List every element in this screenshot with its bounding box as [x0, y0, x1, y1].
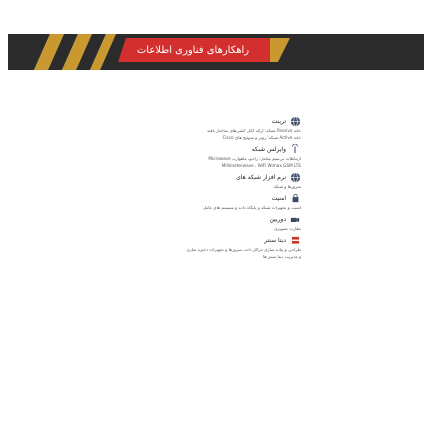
service-item [111, 234, 301, 260]
service-title: وایرلس شبکه [251, 145, 286, 153]
server-icon [289, 234, 301, 246]
service-title: دوربین [269, 215, 286, 223]
service-title: دیتا سنتر [264, 236, 286, 244]
antenna-icon [289, 143, 301, 155]
services-list [111, 115, 301, 262]
service-title: امنیت [271, 194, 286, 202]
service-desc: امنیت و تجهیزات شبکه و پایگاه داده و سیستم های عامل [202, 205, 301, 210]
service-desc: و مدیریت دیتا سنتر ها [263, 254, 301, 259]
service-desc: خانه Active شبکه: روتر و سوئیچ های Cisco [222, 135, 301, 140]
banner-title: راهکارهای فناوری اطلاعات [136, 45, 250, 56]
service-item [111, 213, 301, 232]
service-desc: Millimeterwave ، WiFi Wimax GSM LTE [221, 163, 301, 168]
service-item [111, 171, 301, 190]
service-title: ترینت [271, 117, 286, 125]
service-desc: سرورها و شبکه [273, 184, 301, 189]
service-title: نرم افزار شبکه های [236, 173, 286, 181]
globe-icon [289, 115, 301, 127]
service-item [111, 115, 301, 141]
service-desc: خانه Passive شبکه: ارائه کابل کشی‌های ساختار یافته [206, 128, 301, 133]
service-item [111, 192, 301, 211]
globe-icon [289, 171, 301, 183]
service-desc: طراحی و پیاده سازی مراکز داده، سرورها و تجهیزات ذخیره سازی [186, 247, 301, 252]
lock-icon [289, 192, 301, 204]
service-desc: نظارت تصویری [274, 226, 301, 231]
service-item [111, 143, 301, 169]
camera-icon [289, 213, 301, 225]
service-desc: ارتباطات بی‌سیم شامل: رادیو، ماهواره، Microwave [208, 156, 301, 161]
